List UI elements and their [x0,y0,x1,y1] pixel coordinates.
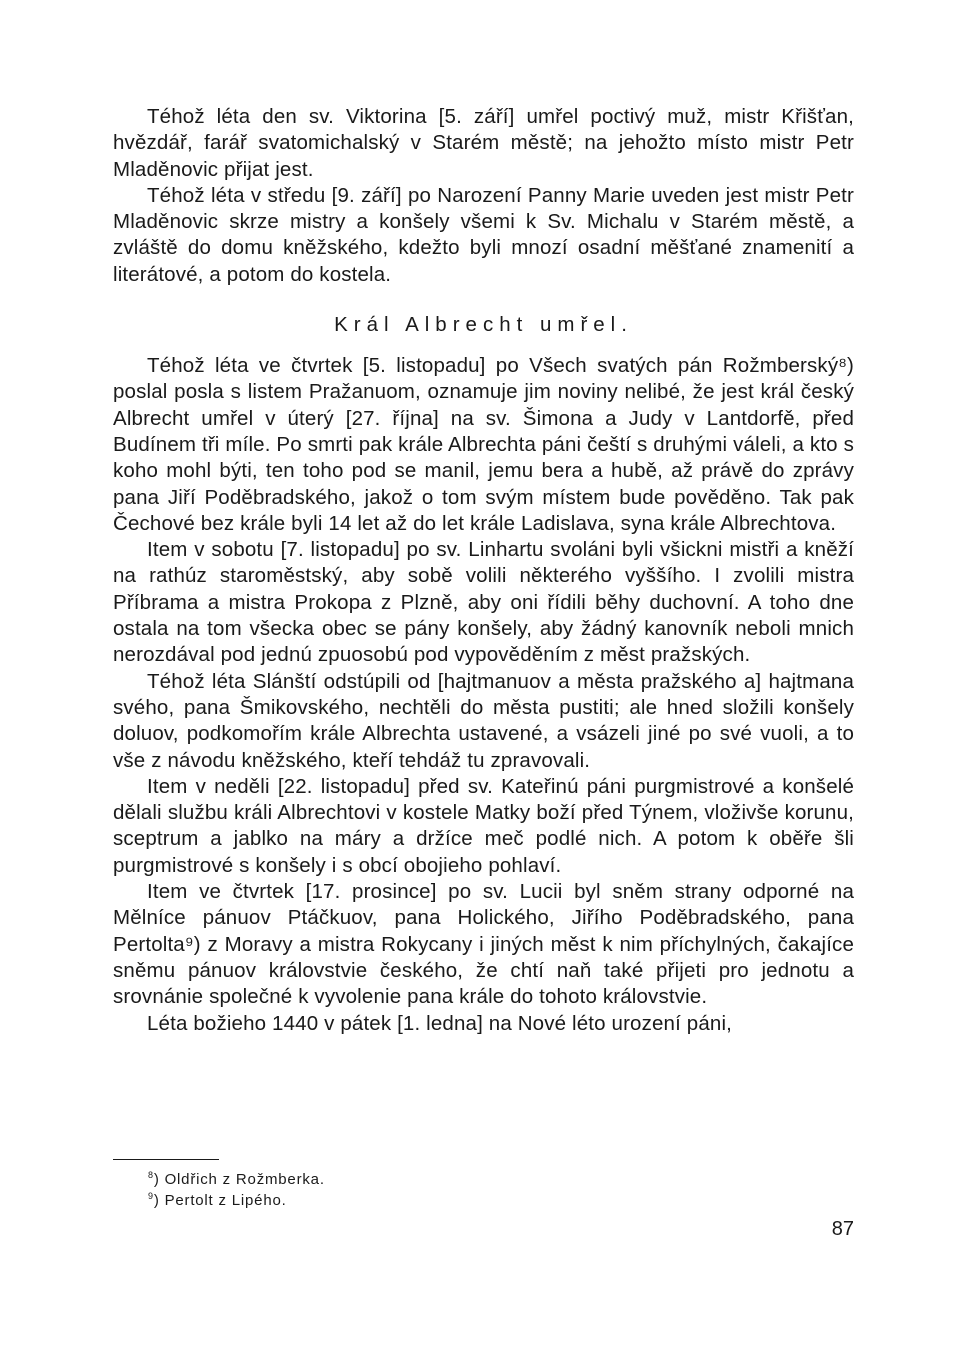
footnote-marker: 8 [148,1170,154,1180]
paragraph: Item ve čtvrtek [17. prosince] po sv. Lucii byl sněm strany odporné na Mělníce pánuov Ptáčkuov, pana Holického, Jiřího Poděbradského, pana Pertolta⁹) z Moravy a mistra Rokycany i jiných měst k nim příchylných, čakajíce sněmu pánuov královstvie českého, že chtí naň také přijeti pro jednotu a srovnánie společné k vyvolenie pana krále do tohoto královstvie. [113,880,854,1009]
page-body [113,104,854,1037]
paragraph: Item v neděli [22. listopadu] před sv. Kateřinú páni purgmistrové a konšelé dělali službu králi Albrechtovi v kostele Matky boží před Týnem, vloživše korunu, sceptrum a jablko na máry a držíce meč podlé nich. A potom k oběře šli purgmistrové s konšely i s obcí obojieho pohlaví. [113,774,854,877]
footnote [148,1190,325,1211]
footnotes [148,1169,325,1211]
footnote-text: ) Pertolt z Lipého. [153,1192,287,1209]
paragraph: Téhož léta v středu [9. září] po Narození Panny Marie uveden jest mistr Petr Mladěnovic skrze mistry a konšely všemi k Sv. Michalu v Starém městě, a zvláště do domu kněžského, kdežto byli mnozí osadní měšťané znamenití a literátové, a potom do kostela. [113,183,854,286]
paragraph: Léta božieho 1440 v pátek [1. ledna] na Nové léto urození páni, [147,1011,733,1035]
footnote-divider [113,1159,219,1160]
section-heading: Král Albrecht umřel. [334,313,633,337]
page-number: 87 [831,1218,854,1240]
footnote [148,1169,325,1190]
footnote-marker: 9 [148,1191,154,1201]
paragraph: Item v sobotu [7. listopadu] po sv. Linhartu svoláni byli všickni mistři a kněží na rathúz staroměstský, aby sobě volili některého vyššího. I zvolili mistra Příbrama a mistra Prokopa z Plzně, aby oni řídili běhy duchovní. A toho dne ostala na tom všecka obec se pány konšely, aby žádný kanovník neboli mnich nerozdával pod jednú zpuosobú pod vypověděním z měst pražských. [113,538,854,667]
footnote-text: ) Oldřich z Rožmberka. [153,1171,325,1188]
paragraph: Téhož léta ve čtvrtek [5. listopadu] po Všech svatých pán Rožmberský⁸) poslal posla s listem Pražanuom, oznamuje jim noviny nelibé, že jest král český Albrecht umřel v úterý [27. října] na sv. Šimona a Judy v Lantdorfě, před Budínem tři míle. Po smrti pak krále Albrechta páni čeští s druhými váleli, a kto s koho mohl býti, ten toho pod se manil, jemu bera a hubě, až právě do zprávy pana Jiří Poděbradského, jakož o tom svým místem bude pověděno. Tak pak Čechové bez krále byli 14 let až do let krále Ladislava, syna krále Albrechtova. [113,354,854,535]
paragraph: Téhož léta den sv. Viktorina [5. září] umřel poctivý muž, mistr Křišťan, hvězdář, farář svatomichalský v Starém městě; na jehožto místo mistr Petr Mladěnovic přijat jest. [113,105,854,181]
paragraph: Téhož léta Slánští odstúpili od [hajtmanuov a města pražského a] hajtmana svého, pana Šmikovského, nechtěli do města pustiti; ale hned složili konšely doluov, podkomořím krále Albrechta ustavené, a vsázeli jiné po své vuoli, a to vše z návodu kněžského, kteří tehdáž tu zpravovali. [113,669,854,772]
